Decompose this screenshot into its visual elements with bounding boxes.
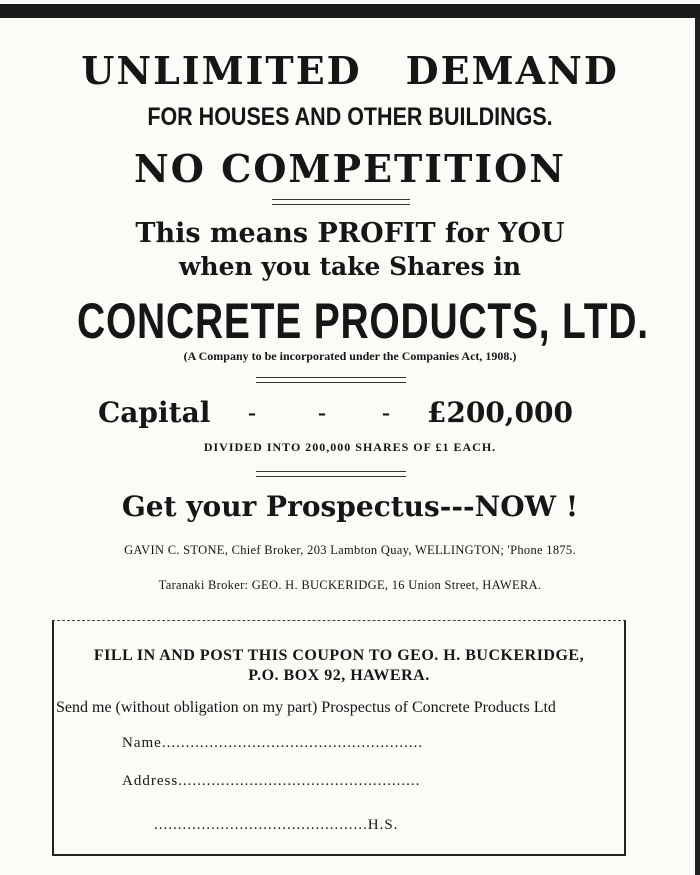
headline-no-competition: NO COMPETITION — [134, 146, 566, 191]
top-border-rule — [0, 4, 700, 18]
coupon-request-text: Send me (without obligation on my part) Prospectus of Concrete Products Ltd — [56, 699, 556, 716]
capital-amount: £200,000 — [426, 396, 573, 429]
pitch-profit-line: This means PROFIT for YOU — [135, 218, 565, 249]
chief-broker-line: GAVIN C. STONE, Chief Broker, 203 Lambton Quay, WELLINGTON; 'Phone 1875. — [124, 543, 576, 557]
incorporation-note: (A Company to be incorporated under the Companies Act, 1908.) — [183, 349, 517, 363]
capital-dash: - — [318, 400, 326, 426]
divider-rule — [256, 377, 406, 383]
divider-rule — [272, 199, 410, 205]
capital-dash: - — [248, 400, 256, 426]
headline-houses-buildings: FOR HOUSES AND OTHER BUILDINGS. — [147, 103, 553, 131]
capital-row — [0, 396, 700, 436]
coupon-heading: FILL IN AND POST THIS COUPON TO GEO. H. BUCKERIDGE, — [93, 647, 585, 664]
capital-label: Capital — [98, 396, 211, 429]
address-field[interactable]: Address................................................... — [122, 773, 421, 789]
pitch-shares-line: when you take Shares in — [178, 252, 522, 281]
headline-word-unlimited: UNLIMITED — [81, 48, 362, 93]
shares-division-note: DIVIDED INTO 200,000 SHARES OF £1 EACH. — [203, 440, 497, 454]
company-name: CONCRETE PRODUCTS, LTD. — [77, 293, 649, 349]
coupon-box — [52, 620, 626, 856]
divider-rule — [256, 471, 406, 477]
name-field[interactable]: Name....................................................... — [122, 735, 424, 751]
coupon-address: P.O. BOX 92, HAWERA. — [248, 667, 430, 684]
prospectus-call-to-action: Get your Prospectus---NOW ! — [121, 490, 579, 523]
headline-word-demand: DEMAND — [405, 48, 619, 93]
capital-dash: - — [382, 400, 390, 426]
headline-unlimited-demand — [0, 48, 700, 93]
taranaki-broker-line: Taranaki Broker: GEO. H. BUCKERIDGE, 16 Union Street, HAWERA. — [158, 578, 542, 592]
signature-field[interactable]: .............................................H.S. — [154, 817, 399, 833]
